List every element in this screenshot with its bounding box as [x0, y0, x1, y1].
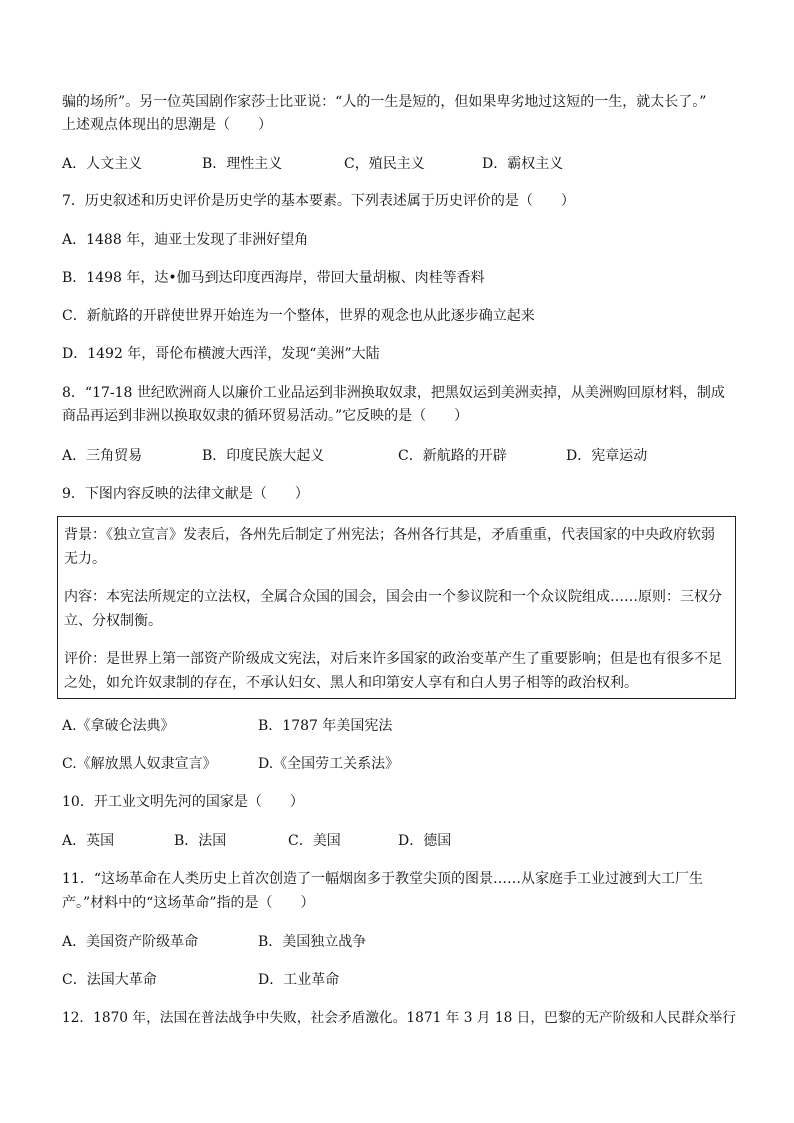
q7-option-c: C．新航路的开辟使世界开始连为一个整体，世界的观念也从此逐步确立起来 [62, 308, 535, 324]
q10-stem: 10．开工业文明先河的国家是（ ） [62, 794, 304, 810]
q12-stem-line-1: 12．1870 年，法国在普法战争中失败，社会矛盾激化。1871 年 3 月 18 日，巴黎的无产阶级和人民群众举行 [62, 1010, 736, 1026]
q7-option-d: D．1492 年，哥伦布横渡大西洋，发现“美洲”大陆 [62, 346, 380, 362]
q7-option-b: B．1498 年，达•伽马到达印度西海岸，带回大量胡椒、肉桂等香料 [62, 270, 485, 286]
q9-option-b: B．1787 年美国宪法 [258, 718, 393, 734]
q6-option-d: D．霸权主义 [482, 156, 564, 172]
q9-content-line-2: 立、分权制衡。 [64, 613, 162, 629]
q7-option-a: A．1488 年，迪亚士发现了非洲好望角 [62, 232, 309, 248]
q9-stem: 9．下图内容反映的法律文献是（ ） [62, 486, 309, 502]
q11-option-d: D．工业革命 [258, 972, 340, 988]
q8-option-b: B．印度民族大起义 [202, 448, 325, 464]
q10-option-b: B．法国 [174, 833, 227, 849]
q8-stem-line-2: 商品再运到非洲以换取奴隶的循环贸易活动。”它反映的是（ ） [62, 408, 469, 424]
q9-content-line-1: 内容：本宪法所规定的立法权，全属合众国的国会，国会由一个参议院和一个众议院组成……原则：三权分 [64, 589, 722, 605]
q8-option-a: A．三角贸易 [62, 448, 143, 464]
q10-option-a: A．英国 [62, 833, 115, 849]
q9-background-line-2: 无力。 [64, 551, 106, 567]
q8-option-c: C．新航路的开辟 [398, 448, 507, 464]
q9-evaluation-line-1: 评价：是世界上第一部资产阶级成文宪法，对后来许多国家的政治变革产生了重要影响；但是也有很多不足 [64, 651, 722, 667]
q6-stem-line-1: 骗的场所”。另一位英国剧作家莎士比亚说：“人的一生是短的，但如果卑劣地过这短的一生，就太长了。” [62, 94, 707, 110]
q9-option-a: A.《拿破仑法典》 [62, 718, 175, 734]
q11-option-b: B．美国独立战争 [258, 934, 367, 950]
q10-option-d: D．德国 [398, 833, 452, 849]
q11-stem-line-2: 产。”材料中的“这场革命”指的是（ ） [62, 895, 315, 911]
q10-option-c: C．美国 [288, 833, 341, 849]
q9-option-d: D.《全国劳工关系法》 [258, 756, 400, 772]
q8-stem-line-1: 8．“17-18 世纪欧洲商人以廉价工业品运到非洲换取奴隶，把黑奴运到美洲卖掉，从美洲购回原材料，制成 [62, 385, 725, 401]
q8-option-d: D．宪章运动 [566, 448, 648, 464]
q11-option-a: A．美国资产阶级革命 [62, 934, 199, 950]
q9-background-line-1: 背景：《独立宣言》发表后，各州先后制定了州宪法；各州各行其是，矛盾重重，代表国家的中央政府软弱 [64, 527, 715, 543]
q7-stem: 7．历史叙述和历史评价是历史学的基本要素。下列表述属于历史评价的是（ ） [62, 193, 575, 209]
q6-option-b: B．理性主义 [202, 156, 283, 172]
q6-option-c: C，殖民主义 [344, 156, 425, 172]
q11-stem-line-1: 11．“这场革命在人类历史上首次创造了一幅烟囱多于教堂尖顶的图景……从家庭手工业过渡到大工厂生 [62, 871, 703, 887]
q6-option-a: A．人文主义 [62, 156, 143, 172]
q9-material-box [57, 516, 736, 699]
q11-option-c: C．法国大革命 [62, 972, 157, 988]
q9-evaluation-line-2: 之处，如允许奴隶制的存在，不承认妇女、黑人和印第安人享有和白人男子相等的政治权利。 [64, 675, 638, 691]
q9-option-c: C.《解放黑人奴隶宣言》 [62, 756, 217, 772]
q6-stem-line-2: 上述观点体现出的思潮是（ ） [62, 117, 272, 133]
